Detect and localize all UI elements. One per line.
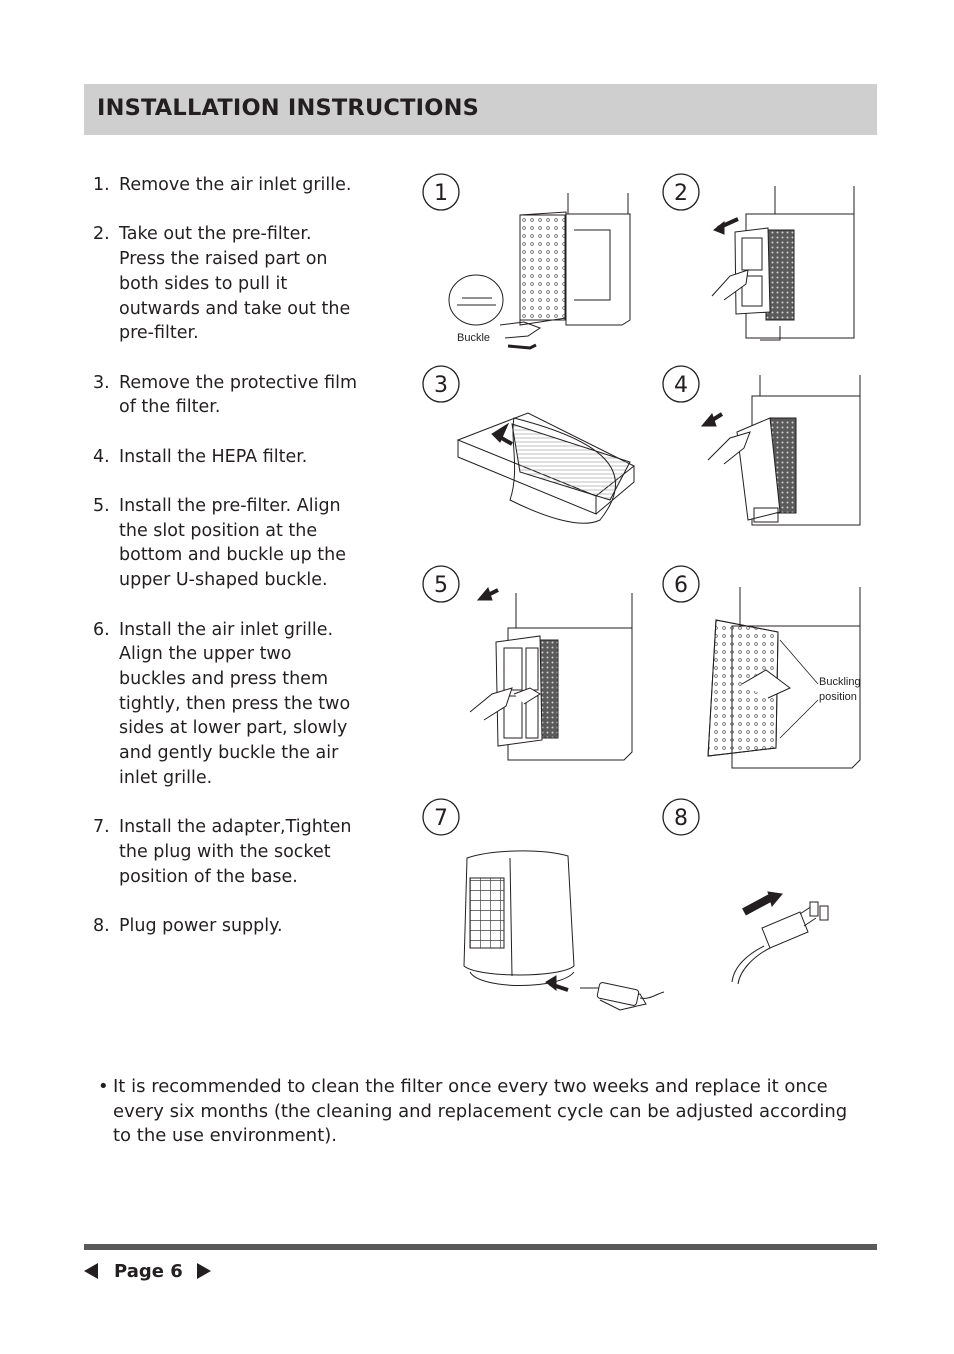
figure-2-remove-prefilter — [712, 186, 854, 340]
page-footer — [84, 1258, 211, 1284]
figure-8-plug-power — [732, 892, 828, 984]
figure-3-remove-film — [458, 413, 634, 523]
section-title: INSTALLATION INSTRUCTIONS — [97, 95, 480, 121]
step-number: 2. — [93, 224, 110, 245]
figure-number: 1 — [434, 181, 448, 206]
step-number: 4. — [93, 446, 110, 467]
step-text: Take out the pre-filter. Press the raised part on both sides to pull it outwards and take out the pre-filter. — [119, 224, 351, 344]
note-text: It is recommended to clean the filter once every two weeks and replace it once every six months (the cleaning and replacement cycle can be adjusted according to the use environment). — [113, 1076, 848, 1147]
note-bullet: • — [98, 1076, 109, 1097]
buckling-label-line2: position — [819, 691, 857, 703]
page-number: Page 6 — [114, 1260, 183, 1282]
step-number: 5. — [93, 496, 110, 517]
figure-number: 8 — [674, 806, 688, 831]
figure-number: 7 — [434, 806, 448, 831]
step-text: Install the HEPA filter. — [119, 446, 308, 467]
maintenance-note — [98, 1075, 868, 1149]
step-text: Install the adapter,Tighten the plug with the socket position of the base. — [119, 817, 352, 887]
step-number: 6. — [93, 619, 110, 640]
figure-number: 5 — [434, 573, 448, 598]
step-text: Remove the air inlet grille. — [119, 175, 352, 195]
figure-number: 4 — [674, 373, 688, 398]
step-number: 7. — [93, 817, 110, 838]
step-text: Remove the protective film of the filter. — [119, 372, 358, 418]
figure-number: 6 — [674, 573, 688, 598]
step-number: 8. — [93, 915, 110, 936]
previous-page-arrow-icon[interactable] — [84, 1263, 98, 1279]
figure-4-install-hepa — [702, 375, 860, 525]
step-text: Install the pre-filter. Align the slot position at the bottom and buckle up the upper U-shaped buckle. — [119, 496, 346, 591]
buckling-label-line1: Buckling — [819, 676, 861, 688]
figure-number: 2 — [674, 181, 688, 206]
footer-rule — [84, 1244, 877, 1250]
step-text: Plug power supply. — [119, 915, 283, 936]
buckle-label: Buckle — [457, 332, 491, 344]
figure-1-remove-grille — [449, 193, 630, 348]
step-number: 1. — [93, 175, 110, 195]
figure-number: 3 — [434, 373, 448, 398]
figure-7-install-adapter — [464, 851, 664, 1010]
step-text: Install the air inlet grille. Align the upper two buckles and press them tightly, then press the two sides at lower part, slowly and gently buckle the air inlet grille. — [119, 619, 351, 788]
step-number: 3. — [93, 372, 110, 393]
next-page-arrow-icon[interactable] — [197, 1263, 211, 1279]
figure-5-install-prefilter — [470, 588, 632, 760]
